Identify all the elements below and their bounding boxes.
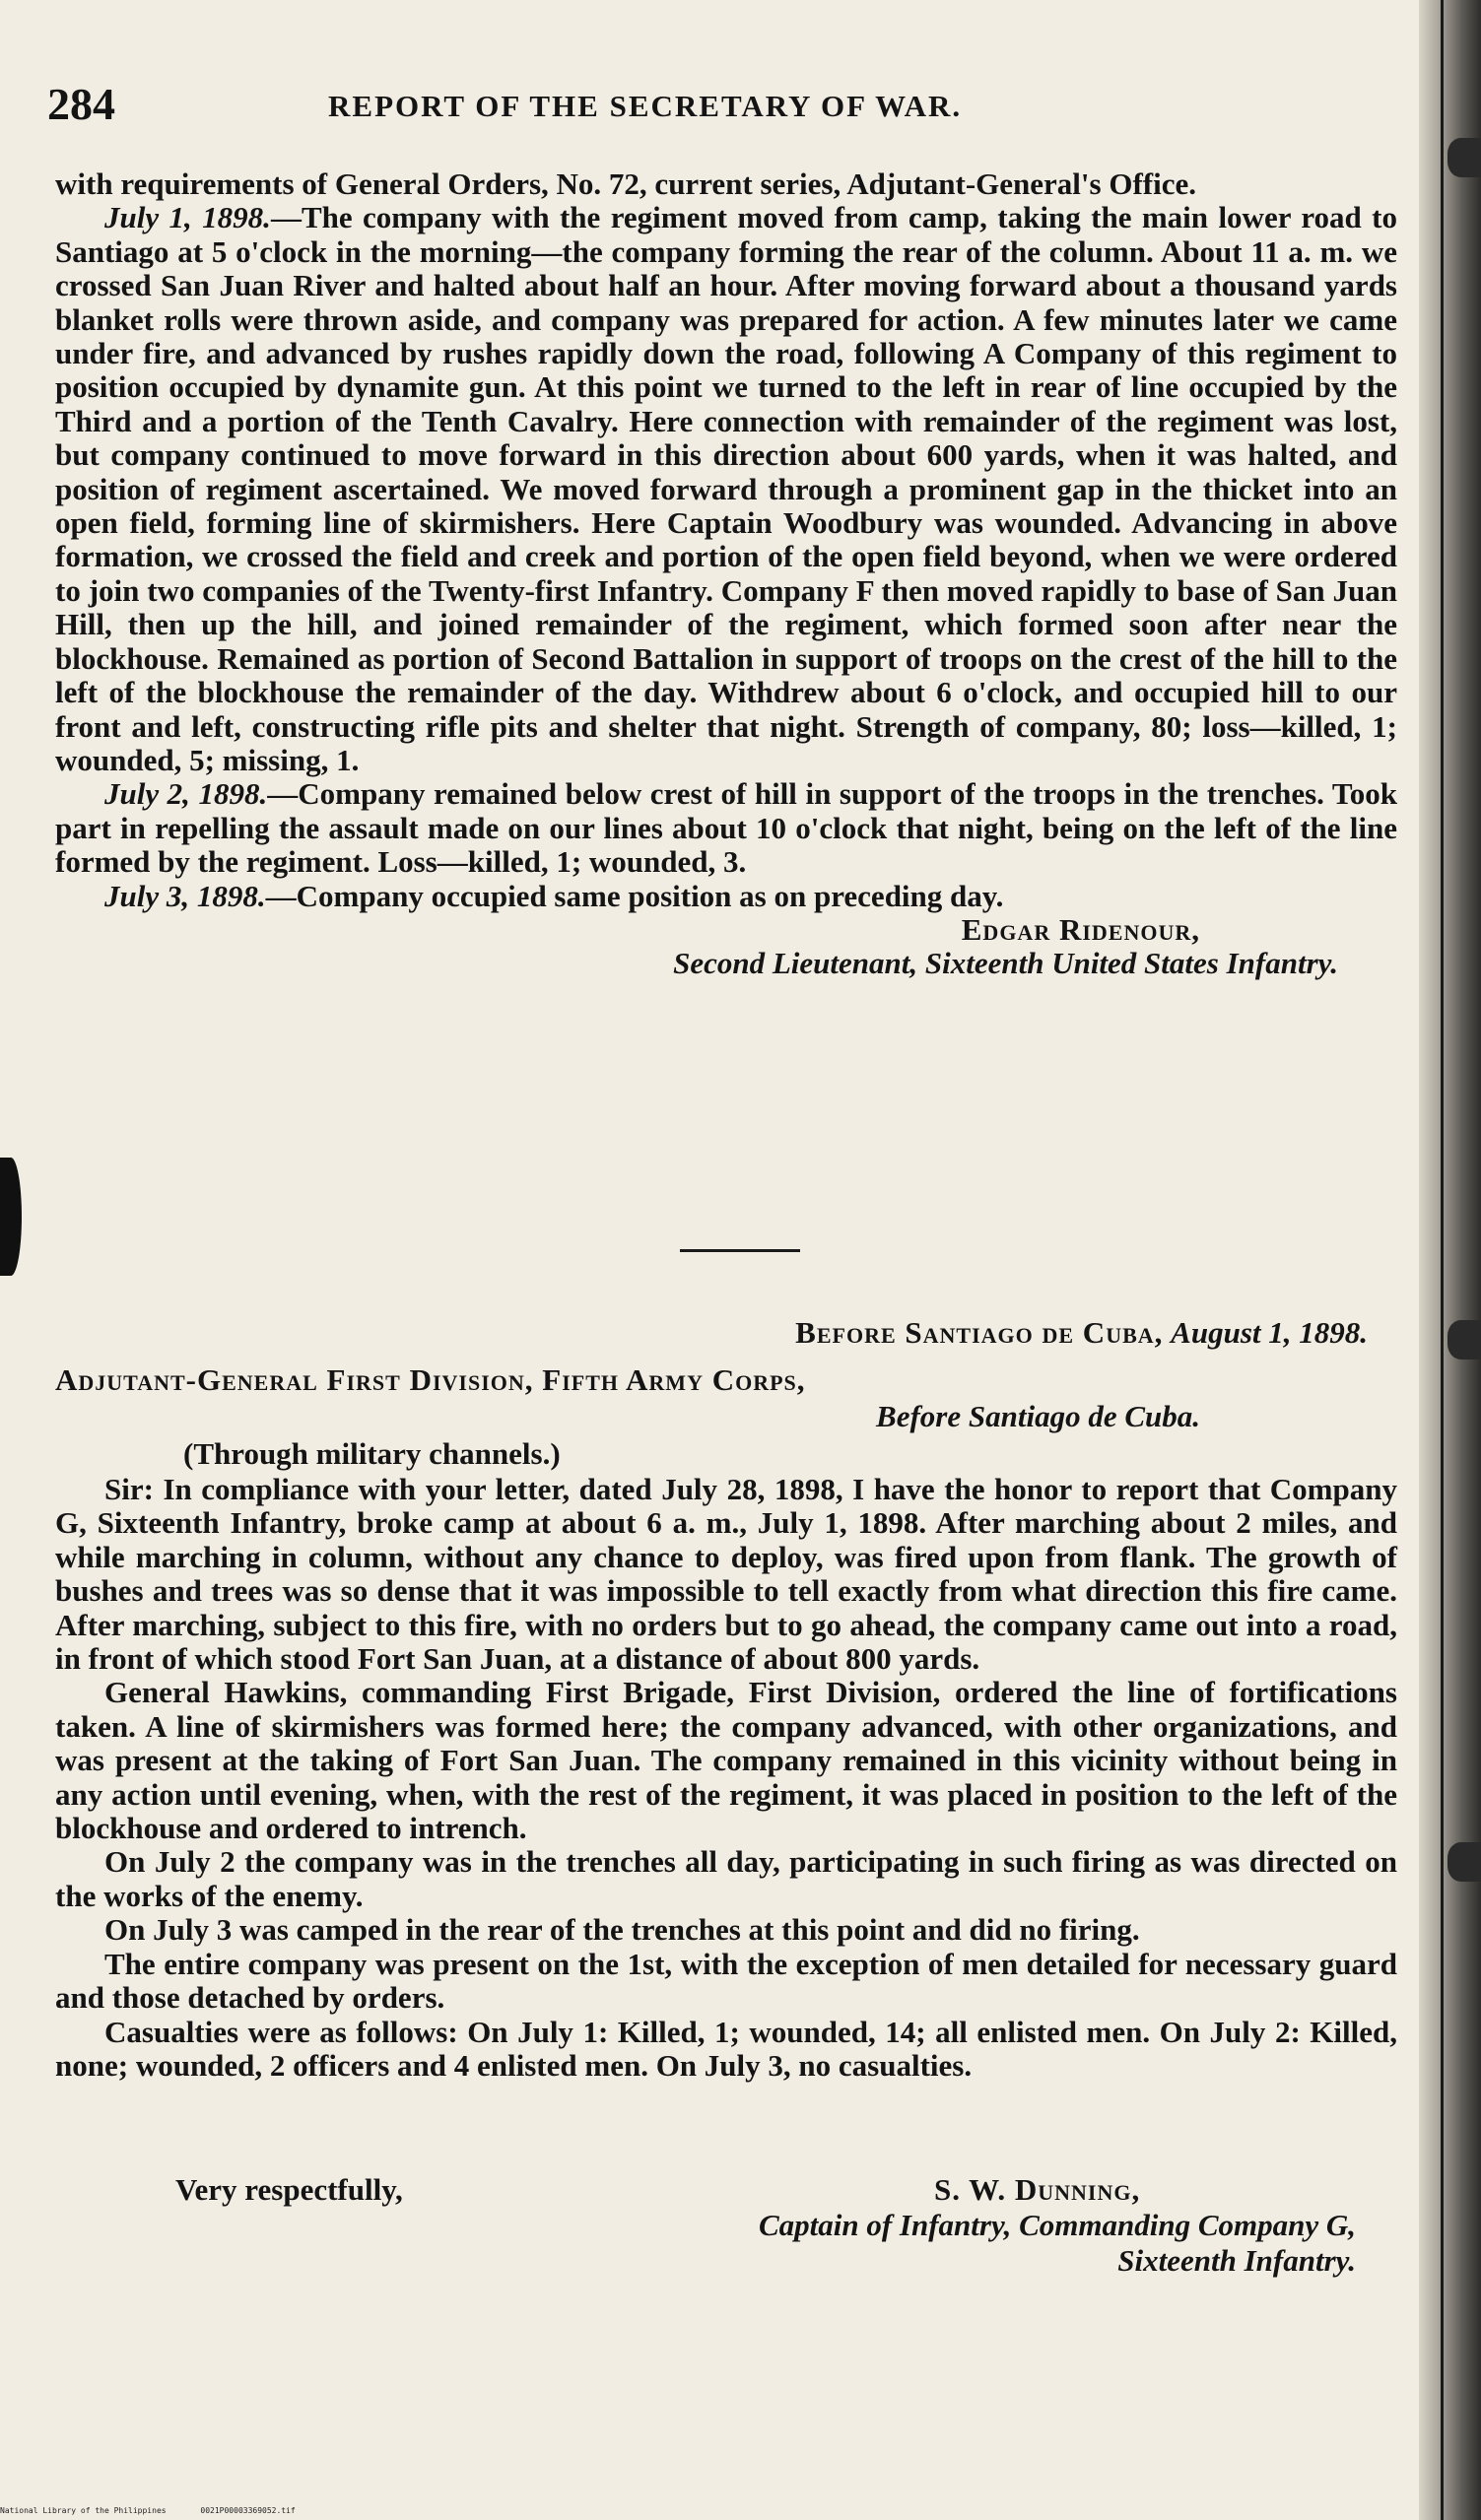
report-two-body	[55, 1473, 1397, 2083]
signature-title: Second Lieutenant, Sixteenth United States Infantry.	[673, 946, 1338, 981]
addressee: Adjutant-General First Division, Fifth Army Corps,	[55, 1362, 806, 1397]
binding-mark	[0, 1158, 22, 1276]
signature-name: S. W. Dunning,	[934, 2172, 1141, 2207]
entry-date: July 2, 1898.	[104, 776, 268, 812]
report-one-body	[55, 167, 1397, 981]
entry-july-2	[55, 777, 1397, 879]
running-head: REPORT OF THE SECRETARY OF WAR.	[328, 89, 963, 123]
entry-july-1	[55, 201, 1397, 777]
paragraph: Sir: In compliance with your letter, dated July 28, 1898, I have the honor to report that Company G, Sixteenth Infantry, broke camp at about 6 a. m., July 1, 1898. After marching about 2 miles, and while marching in column, without any chance to deploy, was fired upon from flank. The growth of bushes and trees was so dense that it was impossible to tell exactly from what direction this fire came. After marching, subject to this fire, with no orders but to go ahead, the company came out into a road, in front of which stood Fort San Juan, at a distance of about 800 yards.	[55, 1472, 1397, 1677]
entry-july-3	[55, 880, 1397, 913]
paragraph: General Hawkins, commanding First Brigade, First Division, ordered the line of fortifications taken. A line of skirmishers was formed here; the company advanced, with other organizations, and was present at the taking of Fort San Juan. The company remained in this vicinity without being in any action until evening, when, with the rest of the regiment, it was placed in position to the left of the blockhouse and ordered to intrench.	[55, 1675, 1397, 1846]
channels-note: (Through military channels.)	[183, 1436, 561, 1471]
page-edge-shadow	[1419, 0, 1481, 2520]
signature-title: Captain of Infantry, Commanding Company G,	[758, 2208, 1356, 2242]
dateline	[55, 1315, 1397, 1351]
paragraph: On July 3 was camped in the rear of the trenches at this point and did no firing.	[104, 1912, 1140, 1948]
dateline-place: Before Santiago de Cuba,	[795, 1315, 1164, 1350]
closing-salutation: Very respectfully,	[175, 2172, 403, 2207]
entry-date: July 3, 1898.	[104, 878, 266, 913]
closing-line	[175, 2172, 1397, 2212]
page-number: 284	[47, 79, 115, 129]
page-header	[47, 77, 1387, 136]
file-name: 0021P00003369052.tif	[200, 2506, 296, 2515]
paragraph: Casualties were as follows: On July 1: Killed, 1; wounded, 14; all enlisted men. On July 2: Killed, none; wounded, 2 officers and 4 enlisted men. On July 3, no casualties.	[55, 2014, 1397, 2083]
report-one-lead: with requirements of General Orders, No. 72, current series, Adjutant-General's Office.	[55, 166, 1196, 201]
library-name: National Library of the Philippines	[0, 2506, 167, 2515]
scan-footer	[0, 2505, 325, 2517]
section-divider	[680, 1249, 800, 1252]
edge-notch	[1447, 1320, 1481, 1359]
paragraph: On July 2 the company was in the trenches all day, participating in such firing as was directed on the works of the enemy.	[55, 1844, 1397, 1913]
signature-title-unit: Sixteenth Infantry.	[1117, 2243, 1356, 2278]
addressee-location: Before Santiago de Cuba.	[876, 1399, 1200, 1433]
entry-text: —Company occupied same position as on preceding day.	[265, 878, 1004, 913]
edge-notch	[1447, 1842, 1481, 1882]
dateline-date: August 1, 1898.	[1171, 1315, 1368, 1350]
edge-notch	[1447, 138, 1481, 177]
entry-text: —Company remained below crest of hill in support of the troops in the trenches. Took part in repelling the assault made on our lines about 10 o'clock that night, being on the left of the line formed by the regiment. Loss—killed, 1; wounded, 3.	[55, 776, 1397, 880]
entry-text: —The company with the regiment moved from camp, taking the main lower road to Santiago at 5 o'clock in the morning—the company forming the rear of the column. About 11 a. m. we crossed San Juan River and halted about half an hour. After moving forward about a thousand yards blanket rolls were thrown aside, and company was prepared for action. A few minutes later we came under fire, and advanced by rushes rapidly down the road, following A Company of this regiment to position occupied by dynamite gun. At this point we turned to the left in rear of line occupied by the Third and a portion of the Tenth Cavalry. Here connection with remainder of the regiment was lost, but company continued to move forward in this direction about 600 yards, when it was halted, and position of regiment ascertained. We moved forward through a prominent gap in the thicket into an open field, forming line of skirmishers. Here Captain Woodbury was wounded. Advancing in above formation, we crossed the field and creek and portion of the open field beyond, when we were ordered to join two companies of the Twenty-first Infantry. Company F then moved rapidly to base of San Juan Hill, then up the hill, and joined remainder of the regiment, which formed soon after near the blockhouse. Remained as portion of Second Battalion in support of troops on the crest of the hill to the left of the blockhouse the remainder of the day. Withdrew about 6 o'clock, and occupied hill to our front and left, constructing rifle pits and shelter that night. Strength of company, 80; loss—killed, 1; wounded, 5; missing, 1.	[55, 200, 1397, 777]
entry-date: July 1, 1898.	[104, 200, 271, 235]
paragraph: The entire company was present on the 1st, with the exception of men detailed for necessary guard and those detached by orders.	[55, 1946, 1397, 2016]
signature-name: Edgar Ridenour,	[961, 911, 1200, 947]
